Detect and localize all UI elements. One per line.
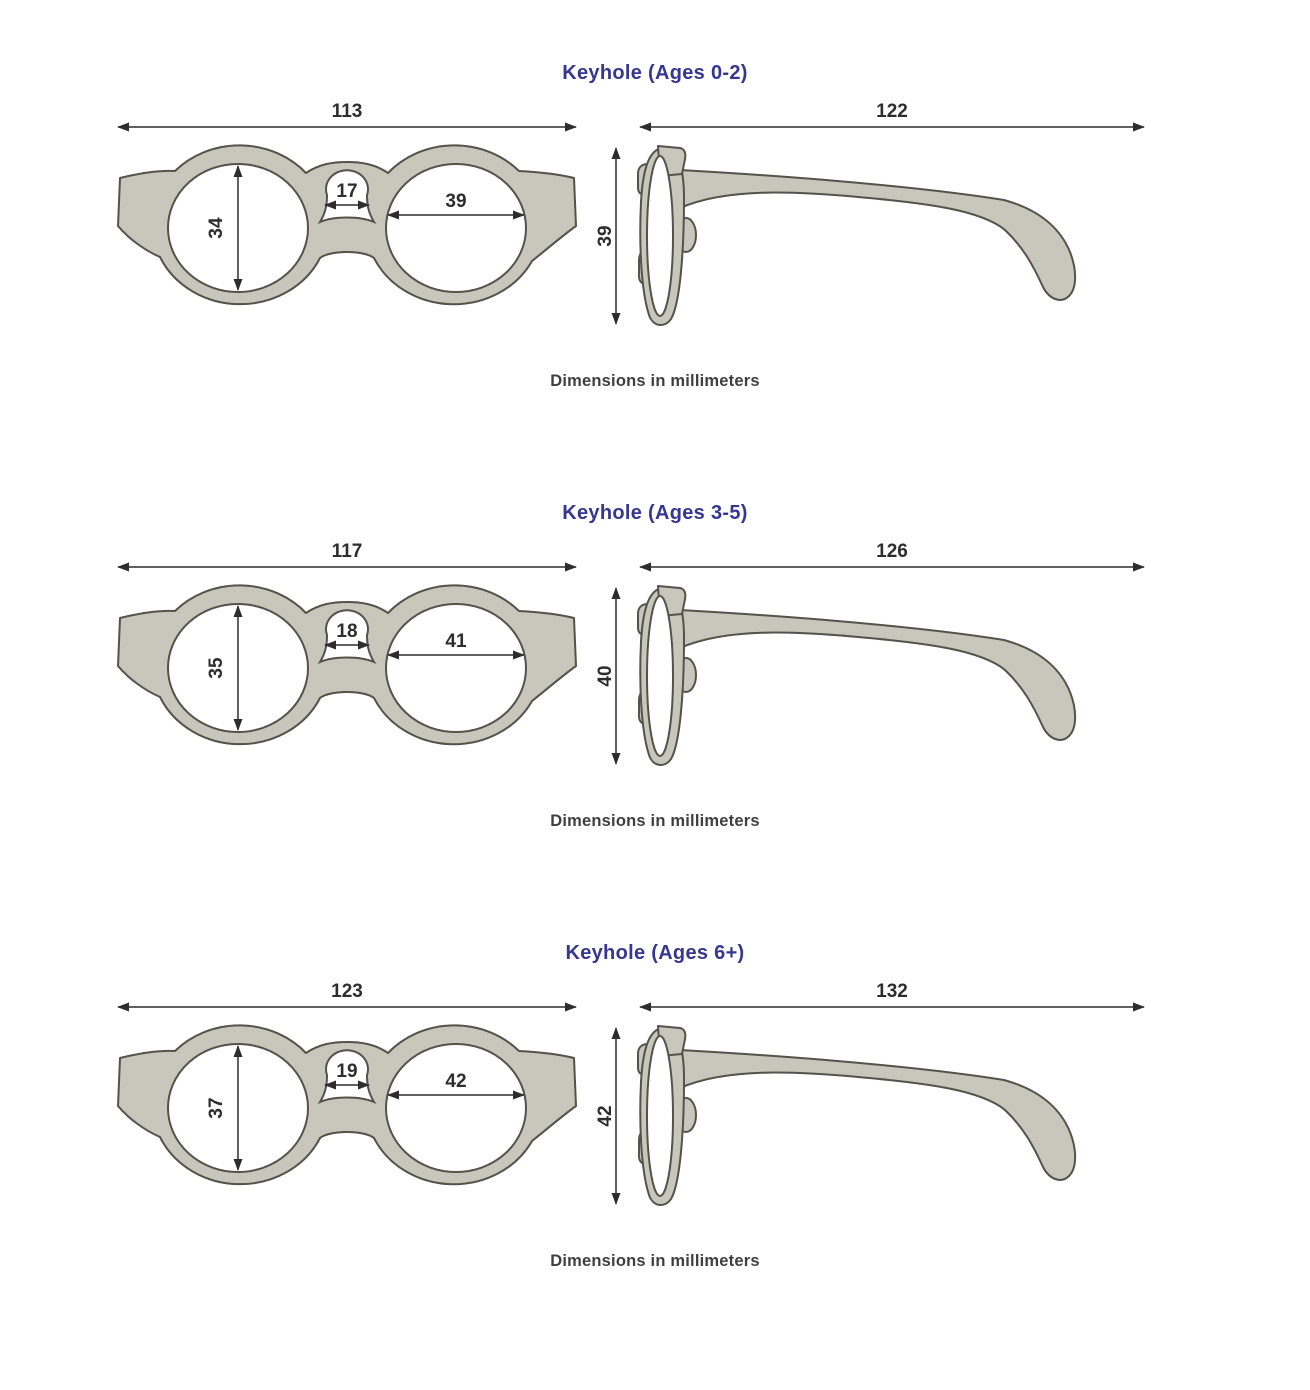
front-lens-width-label: 39 bbox=[445, 191, 467, 212]
side-frame-height-label: 39 bbox=[595, 225, 616, 247]
section-title: Keyhole (Ages 3-5) bbox=[562, 502, 748, 524]
section-keyhole-ages-6-plus bbox=[0, 922, 1310, 1362]
front-total-width-label: 113 bbox=[331, 101, 363, 122]
front-bridge-label: 19 bbox=[336, 1061, 358, 1082]
side-view-drawing bbox=[596, 980, 1156, 1215]
side-temple-length-label: 126 bbox=[876, 541, 908, 562]
front-view-drawing bbox=[112, 980, 582, 1210]
front-bridge-label: 17 bbox=[336, 181, 358, 202]
front-lens-height-label: 37 bbox=[206, 1097, 227, 1119]
front-total-width-label: 117 bbox=[331, 541, 363, 562]
side-frame-height-label: 42 bbox=[595, 1105, 616, 1127]
side-view-drawing bbox=[596, 100, 1156, 335]
front-total-width-label: 123 bbox=[331, 981, 363, 1002]
section-keyhole-ages-0-2 bbox=[0, 42, 1310, 482]
section-title: Keyhole (Ages 6+) bbox=[565, 942, 745, 964]
front-lens-width-label: 42 bbox=[445, 1071, 467, 1092]
section-title: Keyhole (Ages 0-2) bbox=[562, 62, 748, 84]
units-footnote: Dimensions in millimeters bbox=[550, 372, 760, 390]
front-lens-height-label: 35 bbox=[206, 657, 227, 679]
section-keyhole-ages-3-5 bbox=[0, 482, 1310, 922]
side-frame-height-label: 40 bbox=[595, 665, 616, 687]
side-temple-length-label: 122 bbox=[876, 101, 908, 122]
front-lens-width-label: 41 bbox=[445, 631, 467, 652]
side-temple-length-label: 132 bbox=[876, 981, 908, 1002]
front-bridge-label: 18 bbox=[336, 621, 358, 642]
front-view-drawing bbox=[112, 100, 582, 330]
side-view-drawing bbox=[596, 540, 1156, 775]
front-view-drawing bbox=[112, 540, 582, 770]
units-footnote: Dimensions in millimeters bbox=[550, 1252, 760, 1270]
front-lens-height-label: 34 bbox=[206, 217, 227, 239]
units-footnote: Dimensions in millimeters bbox=[550, 812, 760, 830]
